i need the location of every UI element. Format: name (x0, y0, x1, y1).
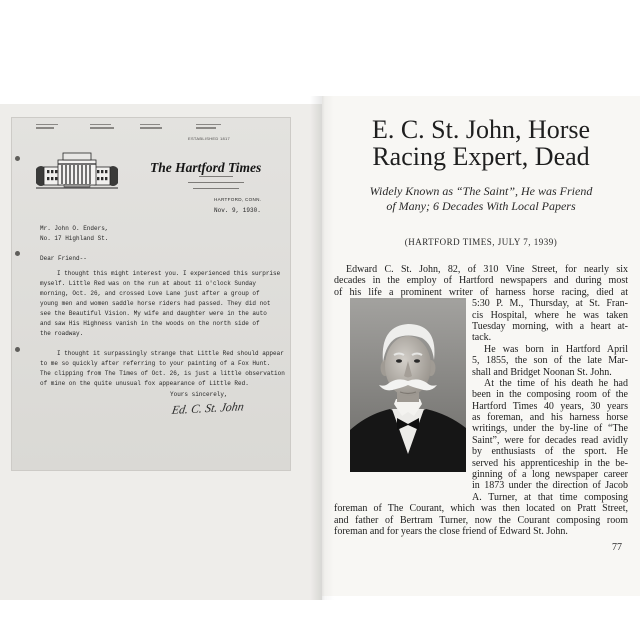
body-line: by enthusiasts of the sport. He (472, 446, 628, 458)
page-number: 77 (612, 542, 622, 553)
body-line: 5:30 P. M., Thursday, at St. Fran- (472, 298, 628, 310)
letterhead-officer-name (196, 124, 222, 134)
punch-hole (15, 251, 20, 256)
letter-line: the roadway. (40, 330, 84, 337)
body-line: He was born in Hartford April (484, 343, 628, 355)
letter-body (40, 224, 290, 418)
article-source: (HARTFORD TIMES, JULY 7, 1939) (404, 237, 558, 247)
body-line: foreman and for years the close friend of Edward St. John. (334, 525, 568, 537)
body-line: A. Turner, at that time composing (472, 491, 628, 503)
signature: Ed. C. St. John (170, 399, 246, 418)
letter-date: Nov. 9, 1930. (214, 207, 261, 214)
closing: Yours sincerely, (170, 391, 228, 398)
letterhead-officer-name (36, 124, 62, 134)
subheadline-line: of Many; 6 Decades With Local Papers (386, 199, 576, 213)
letter-line: to me so quickly after referring to your painting of a Fox Hunt. (40, 360, 271, 367)
recipient-line: Mr. John O. Enders, (40, 225, 109, 232)
body-line: decades in the employ of Hartford newspapers and during most (334, 275, 628, 287)
letterhead-fine-print (184, 176, 248, 194)
body-line: 5, 1855, the son of the late Mar- (472, 355, 628, 367)
punch-hole (15, 347, 20, 352)
body-line: writings, under the by-line of “The (472, 423, 628, 435)
salutation: Dear Friend-- (40, 255, 87, 262)
body-line: tack. (472, 332, 492, 344)
portrait-photo (350, 298, 466, 472)
letter-line: myself. Little Red was on the run at about 11 o'clock Sunday (40, 280, 257, 287)
letter-line: I thought this might interest you. I experienced this surprise (57, 270, 281, 277)
letterhead-officer-name (90, 124, 116, 134)
article-subheadline (334, 184, 628, 214)
body-line: as foreman, and his harness horse (472, 412, 628, 424)
punch-hole (15, 156, 20, 161)
letter-line: young men and women saddle horse riders had passed. They did not (40, 300, 271, 307)
body-line: and father of Bertram Turner, now the Courant composing room (334, 514, 628, 526)
subheadline-line: Widely Known as “The Saint”, He was Friend (369, 184, 593, 198)
letterhead-officer-name (140, 124, 166, 134)
letter-line: morning, Oct. 26, and crossed Love Lane just after a group of (40, 290, 260, 297)
body-line: been in the composing room of the (472, 389, 628, 401)
body-line: Edward C. St. John, 82, of 310 Vine Street, for nearly six (346, 264, 628, 275)
body-line: shall and Bridget Noonan St. John. (472, 366, 612, 378)
body-line: At the time of his death he had (484, 377, 628, 389)
body-line: served his apprenticeship in the be- (472, 457, 628, 469)
letter-line: The clipping from The Times of Oct. 26, is just a little observation (40, 370, 285, 377)
book-gutter (310, 96, 334, 600)
headline-line: E. C. St. John, Horse (371, 115, 591, 144)
recipient-line: No. 17 Highland St. (40, 235, 109, 242)
body-line: of his life a prominent writer of harness horse racing, died at (334, 286, 628, 298)
letter-line: and saw His Highness vanish in the woods on the north side of (40, 320, 260, 327)
letter-photo (12, 118, 290, 470)
headline-line: Racing Expert, Dead (372, 142, 590, 171)
body-line: in 1873 under the direction of Jacob (472, 480, 628, 492)
body-line: Saint”, were for decades read avidly (472, 434, 628, 446)
letter-line: see the Beautiful Vision. My wife and daughter were in the auto (40, 310, 267, 317)
letter-line: of mine on the quite unusual fox appearance of Little Red. (40, 380, 249, 387)
body-line: ginning of a long newspaper career (472, 469, 628, 481)
body-line: foreman of The Courant, which was then located on Pratt Street, (334, 503, 628, 515)
body-line: cis Hospital, where he was taken (472, 309, 628, 321)
letterhead-established: ESTABLISHED 1817 (188, 136, 231, 141)
body-line: Hartford Times 40 years, 30 years (472, 400, 628, 412)
letterhead-city: HARTFORD, CONN. (214, 197, 262, 202)
letterhead-masthead: The Hartford Times (150, 160, 262, 175)
body-line: Tuesday morning, with a heart at- (472, 320, 628, 332)
letter-line: I thought it surpassingly strange that Little Red should appear (57, 350, 284, 357)
article-headline (334, 116, 628, 170)
building-illustration (36, 148, 118, 190)
